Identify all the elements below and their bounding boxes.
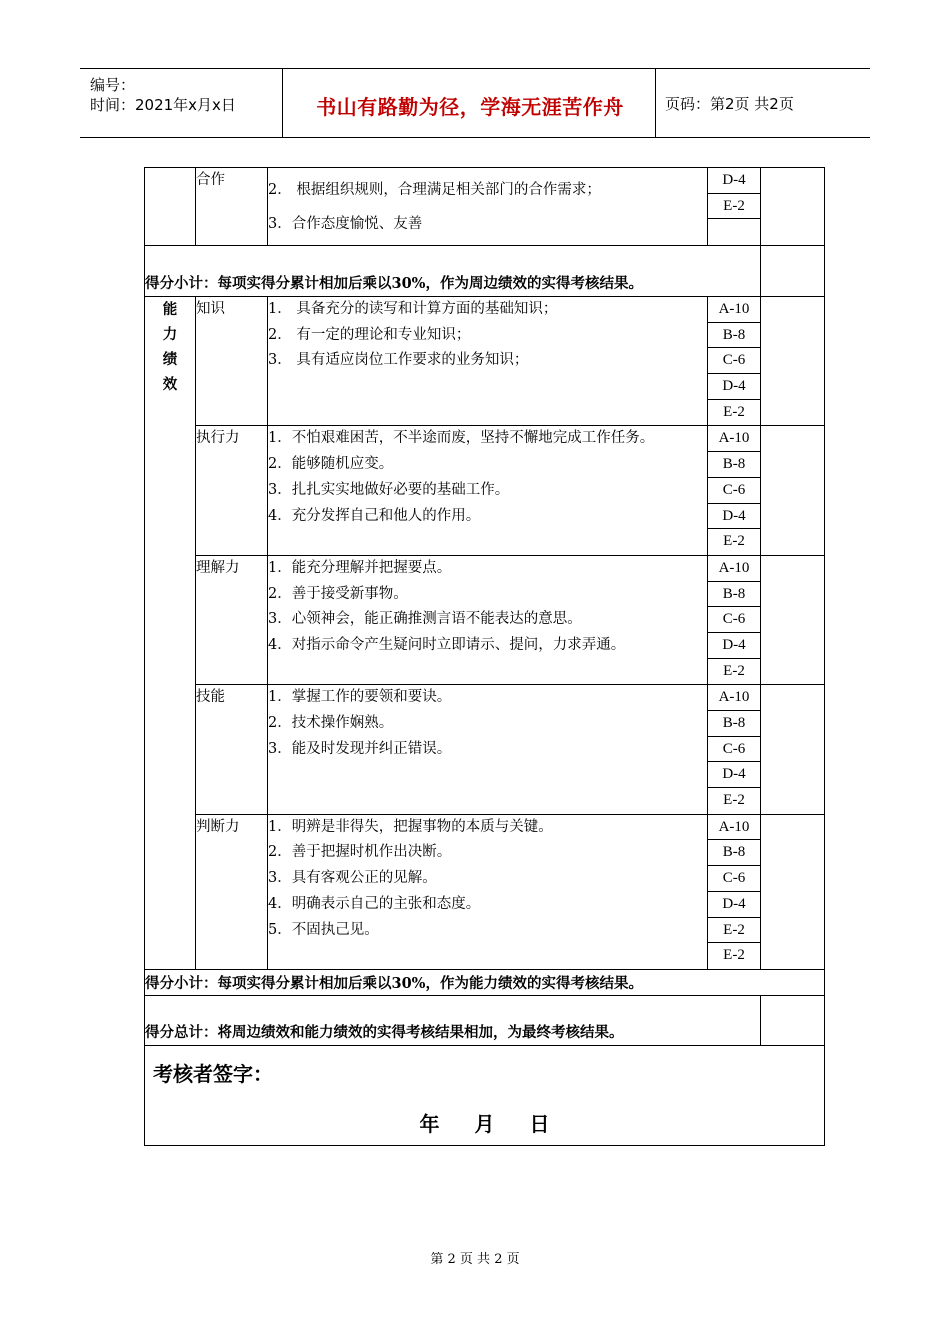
grade-option[interactable]: A-10 — [708, 685, 760, 711]
table-row — [145, 1045, 825, 1145]
grade-option[interactable]: E-2 — [723, 792, 745, 809]
grade-option[interactable]: D-4 — [708, 892, 760, 918]
grade-option[interactable]: A-10 — [708, 815, 760, 841]
grade-cell — [708, 814, 761, 969]
grade-cell — [708, 685, 761, 814]
grade-option[interactable]: D-4 — [708, 504, 760, 530]
grade-option[interactable]: D-4 — [708, 168, 760, 194]
item-desc: 1．掌握工作的要领和要诀。 2．技术操作娴熟。 3．能及时发现并纠正错误。 — [268, 685, 708, 814]
item-desc — [268, 168, 708, 246]
score-input[interactable] — [761, 814, 825, 969]
header-divider — [282, 69, 283, 137]
grade-option[interactable]: E-2 — [723, 533, 745, 550]
table-row — [145, 969, 825, 995]
table-row — [145, 814, 825, 969]
score-input[interactable] — [761, 168, 825, 246]
grade-option[interactable]: A-10 — [708, 297, 760, 323]
grade-option[interactable]: A-10 — [708, 556, 760, 582]
grade-option[interactable]: C-6 — [708, 866, 760, 892]
signature-cell — [145, 1045, 825, 1145]
item-name: 知识 — [196, 297, 268, 426]
score-input[interactable] — [761, 685, 825, 814]
evaluation-table — [144, 167, 825, 1146]
table-row — [145, 555, 825, 684]
grade-cell — [708, 555, 761, 684]
number-label: 编号： — [90, 76, 136, 94]
score-input[interactable] — [761, 246, 825, 297]
grade-option[interactable]: B-8 — [708, 323, 760, 349]
item-desc: 1． 具备充分的读写和计算方面的基础知识； 2． 有一定的理论和专业知识； 3． 具有适应岗位工作要求的业务知识； — [268, 297, 708, 426]
grade-option[interactable]: C-6 — [708, 348, 760, 374]
grade-cell — [708, 168, 761, 246]
grade-option[interactable]: B-8 — [708, 452, 760, 478]
page-footer: 第 2 页 共 2 页 — [430, 1252, 520, 1267]
grade-option[interactable]: B-8 — [708, 582, 760, 608]
grade-option[interactable]: E-2 — [723, 403, 745, 420]
item-name: 合作 — [196, 168, 268, 246]
table-row — [145, 426, 825, 555]
category-ability: 能 力 绩 效 — [145, 297, 196, 970]
grade-option[interactable]: C-6 — [708, 737, 760, 763]
grade-option[interactable]: B-8 — [708, 711, 760, 737]
grade-option[interactable]: E-2 — [723, 947, 745, 964]
category-cell-empty — [145, 168, 196, 246]
item-name: 判断力 — [196, 814, 268, 969]
item-name: 执行力 — [196, 426, 268, 555]
grade-option[interactable]: A-10 — [708, 426, 760, 452]
header-divider — [655, 69, 656, 137]
item-desc: 1．不怕艰难困苦，不半途而废，坚持不懈地完成工作任务。 2．能够随机应变。 3．扎扎实实地做好必要的基础工作。 4．充分发挥自己和他人的作用。 — [268, 426, 708, 555]
table-row — [145, 297, 825, 426]
item-name: 技能 — [196, 685, 268, 814]
score-input[interactable] — [761, 555, 825, 684]
page-info: 页码：第2页 共2页 — [665, 95, 794, 113]
grade-option[interactable]: C-6 — [708, 607, 760, 633]
desc-line: 2． 根据组织规则，合理满足相关部门的合作需求； — [268, 182, 601, 198]
grade-option[interactable]: D-4 — [708, 374, 760, 400]
grade-option[interactable]: E-2 — [723, 662, 745, 679]
signature-date[interactable]: 年 月 日 — [419, 1111, 550, 1136]
score-input[interactable] — [761, 426, 825, 555]
grade-cell — [708, 297, 761, 426]
table-row — [145, 246, 825, 297]
header-left — [90, 75, 236, 115]
table-row — [145, 168, 825, 246]
score-input[interactable] — [761, 297, 825, 426]
signature-label: 考核者签字： — [153, 1061, 273, 1086]
grade-option[interactable]: E-2 — [708, 918, 760, 944]
page-header — [80, 68, 870, 138]
table-row — [145, 995, 825, 1045]
item-desc: 1．能充分理解并把握要点。 2．善于接受新事物。 3．心领神会，能正确推测言语不能表达的意思。 4．对指示命令产生疑问时立即请示、提问，力求弄通。 — [268, 555, 708, 684]
item-desc: 1．明辨是非得失，把握事物的本质与关键。 2．善于把握时机作出决断。 3．具有客观公正的见解。 4．明确表示自己的主张和态度。 5．不固执己见。 — [268, 814, 708, 969]
score-input[interactable] — [761, 995, 825, 1045]
grade-option[interactable]: D-4 — [708, 633, 760, 659]
desc-line: 3．合作态度愉悦、友善 — [268, 216, 423, 232]
table-row — [145, 685, 825, 814]
grade-option[interactable]: E-2 — [708, 194, 760, 220]
grade-cell — [708, 426, 761, 555]
item-name: 理解力 — [196, 555, 268, 684]
time-label: 时间：2021年x月x日 — [90, 96, 236, 114]
grade-option[interactable]: D-4 — [708, 762, 760, 788]
grade-option[interactable]: C-6 — [708, 478, 760, 504]
score-total: 得分总计：将周边绩效和能力绩效的实得考核结果相加，为最终考核结果。 — [145, 995, 761, 1045]
grade-option[interactable]: B-8 — [708, 840, 760, 866]
ability-subtotal: 得分小计：每项实得分累计相加后乘以30%，作为能力绩效的实得考核结果。 — [145, 969, 825, 995]
peripheral-subtotal: 得分小计：每项实得分累计相加后乘以30%，作为周边绩效的实得考核结果。 — [145, 246, 761, 297]
header-motto: 书山有路勤为径，学海无涯苦作舟 — [316, 95, 624, 119]
